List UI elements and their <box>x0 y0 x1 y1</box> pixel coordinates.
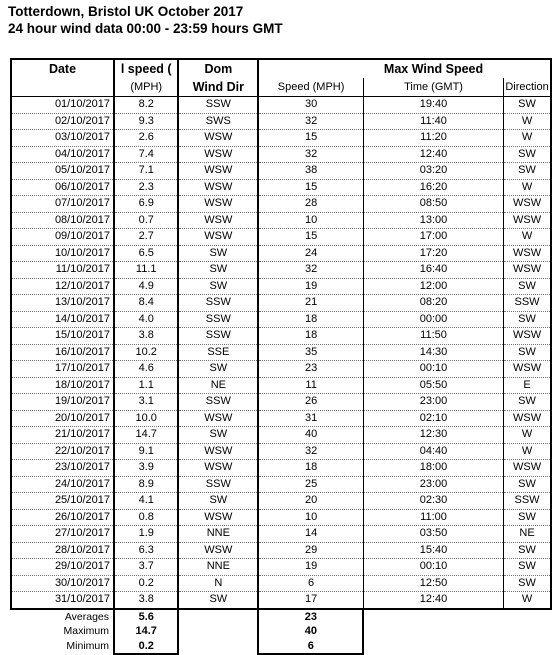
cell-max-direction: SW <box>504 97 551 114</box>
cell-avg-speed: 3.1 <box>114 394 178 411</box>
cell-date: 17/10/2017 <box>11 361 114 378</box>
cell-date: 19/10/2017 <box>11 394 114 411</box>
cell-avg-speed: 6.9 <box>114 196 178 213</box>
cell-max-time: 00:10 <box>363 361 503 378</box>
header-speed-mph: Speed (MPH) <box>258 78 363 97</box>
cell-date: 28/10/2017 <box>11 542 114 559</box>
summary-avg-speed: 5.6 <box>114 609 178 625</box>
cell-dom-dir: SW <box>178 278 258 295</box>
cell-max-time: 12:50 <box>363 575 503 592</box>
cell-max-direction: SW <box>504 278 551 295</box>
cell-date: 29/10/2017 <box>11 559 114 576</box>
cell-avg-speed: 2.6 <box>114 130 178 147</box>
cell-dom-dir: WSW <box>178 179 258 196</box>
summary-avg-speed: 14.7 <box>114 624 178 639</box>
cell-max-speed: 21 <box>258 295 363 312</box>
table-row <box>11 575 551 592</box>
summary-row <box>11 624 551 639</box>
cell-dom-dir: WSW <box>178 130 258 147</box>
cell-avg-speed: 8.9 <box>114 476 178 493</box>
cell-max-direction: SW <box>504 559 551 576</box>
cell-avg-speed: 6.3 <box>114 542 178 559</box>
summary-spacer <box>178 639 258 655</box>
cell-avg-speed: 2.3 <box>114 179 178 196</box>
cell-avg-speed: 3.8 <box>114 328 178 345</box>
cell-max-direction: WSW <box>504 196 551 213</box>
cell-max-speed: 26 <box>258 394 363 411</box>
cell-max-speed: 6 <box>258 575 363 592</box>
cell-date: 24/10/2017 <box>11 476 114 493</box>
cell-max-time: 12:00 <box>363 278 503 295</box>
table-row <box>11 476 551 493</box>
cell-dom-dir: SWS <box>178 113 258 130</box>
cell-max-direction: W <box>504 113 551 130</box>
summary-spacer <box>504 624 551 639</box>
cell-max-direction: WSW <box>504 245 551 262</box>
cell-max-direction: WSW <box>504 262 551 279</box>
cell-max-time: 23:00 <box>363 476 503 493</box>
cell-max-direction: WSW <box>504 328 551 345</box>
cell-max-direction: SW <box>504 344 551 361</box>
cell-dom-dir: WSW <box>178 443 258 460</box>
cell-avg-speed: 7.1 <box>114 163 178 180</box>
cell-max-time: 13:00 <box>363 212 503 229</box>
summary-spacer <box>178 624 258 639</box>
header-max-wind: Max Wind Speed <box>363 59 503 78</box>
header-date: Date <box>11 59 114 78</box>
summary-max-speed: 23 <box>258 609 363 625</box>
cell-max-time: 00:10 <box>363 559 503 576</box>
header-dom: Dom <box>178 59 258 78</box>
table-row <box>11 146 551 163</box>
page-title: Totterdown, Bristol UK October 2017 <box>8 4 244 19</box>
table-row <box>11 493 551 510</box>
cell-max-speed: 31 <box>258 410 363 427</box>
cell-max-direction: W <box>504 443 551 460</box>
summary-max-speed: 40 <box>258 624 363 639</box>
cell-max-direction: SW <box>504 509 551 526</box>
cell-max-direction: W <box>504 229 551 246</box>
table-row <box>11 278 551 295</box>
cell-date: 16/10/2017 <box>11 344 114 361</box>
cell-date: 30/10/2017 <box>11 575 114 592</box>
cell-max-direction: SW <box>504 146 551 163</box>
summary-label: Minimum <box>66 640 109 653</box>
cell-dom-dir: SSW <box>178 311 258 328</box>
table-row <box>11 559 551 576</box>
cell-max-speed: 18 <box>258 460 363 477</box>
cell-dom-dir: WSW <box>178 460 258 477</box>
cell-max-time: 04:40 <box>363 443 503 460</box>
table-row <box>11 526 551 543</box>
cell-dom-dir: WSW <box>178 410 258 427</box>
table-row <box>11 179 551 196</box>
cell-avg-speed: 14.7 <box>114 427 178 444</box>
table-row <box>11 212 551 229</box>
cell-max-time: 17:00 <box>363 229 503 246</box>
cell-date: 05/10/2017 <box>11 163 114 180</box>
cell-max-direction: W <box>504 179 551 196</box>
cell-max-speed: 35 <box>258 344 363 361</box>
cell-max-time: 11:00 <box>363 509 503 526</box>
cell-date: 23/10/2017 <box>11 460 114 477</box>
cell-dom-dir: SW <box>178 493 258 510</box>
cell-avg-speed: 0.7 <box>114 212 178 229</box>
cell-date: 09/10/2017 <box>11 229 114 246</box>
cell-max-speed: 17 <box>258 592 363 609</box>
cell-avg-speed: 9.1 <box>114 443 178 460</box>
cell-date: 20/10/2017 <box>11 410 114 427</box>
cell-max-speed: 32 <box>258 443 363 460</box>
table-row <box>11 344 551 361</box>
cell-max-speed: 19 <box>258 559 363 576</box>
cell-dom-dir: SW <box>178 262 258 279</box>
cell-avg-speed: 9.3 <box>114 113 178 130</box>
cell-dom-dir: SSW <box>178 97 258 114</box>
table-row <box>11 196 551 213</box>
cell-date: 01/10/2017 <box>11 97 114 114</box>
cell-max-speed: 23 <box>258 361 363 378</box>
cell-date: 10/10/2017 <box>11 245 114 262</box>
cell-dom-dir: NNE <box>178 559 258 576</box>
cell-date: 21/10/2017 <box>11 427 114 444</box>
cell-max-direction: SW <box>504 163 551 180</box>
cell-avg-speed: 3.7 <box>114 559 178 576</box>
table-row <box>11 509 551 526</box>
cell-dom-dir: WSW <box>178 542 258 559</box>
header-time-gmt: Time (GMT) <box>363 78 503 97</box>
cell-avg-speed: 4.0 <box>114 311 178 328</box>
cell-dom-dir: WSW <box>178 212 258 229</box>
cell-max-time: 08:20 <box>363 295 503 312</box>
cell-max-speed: 18 <box>258 328 363 345</box>
summary-row <box>11 639 551 655</box>
cell-avg-speed: 11.1 <box>114 262 178 279</box>
header-date-blank <box>11 78 114 97</box>
cell-dom-dir: SSE <box>178 344 258 361</box>
cell-dom-dir: WSW <box>178 229 258 246</box>
cell-max-speed: 15 <box>258 130 363 147</box>
cell-max-speed: 32 <box>258 262 363 279</box>
header-max-wind-right <box>504 59 551 78</box>
cell-max-speed: 19 <box>258 278 363 295</box>
cell-avg-speed: 10.2 <box>114 344 178 361</box>
summary-body <box>11 609 551 655</box>
cell-avg-speed: 1.9 <box>114 526 178 543</box>
cell-date: 06/10/2017 <box>11 179 114 196</box>
cell-max-time: 03:50 <box>363 526 503 543</box>
cell-max-time: 16:20 <box>363 179 503 196</box>
cell-max-time: 11:50 <box>363 328 503 345</box>
table-row <box>11 245 551 262</box>
cell-date: 27/10/2017 <box>11 526 114 543</box>
cell-max-speed: 11 <box>258 377 363 394</box>
cell-dom-dir: WSW <box>178 196 258 213</box>
cell-max-speed: 32 <box>258 113 363 130</box>
cell-max-direction: SSW <box>504 295 551 312</box>
cell-max-speed: 25 <box>258 476 363 493</box>
cell-max-direction: W <box>504 130 551 147</box>
cell-max-speed: 38 <box>258 163 363 180</box>
cell-max-direction: W <box>504 592 551 609</box>
cell-dom-dir: SW <box>178 592 258 609</box>
table-row <box>11 229 551 246</box>
cell-avg-speed: 0.2 <box>114 575 178 592</box>
cell-date: 25/10/2017 <box>11 493 114 510</box>
cell-avg-speed: 2.7 <box>114 229 178 246</box>
cell-max-speed: 28 <box>258 196 363 213</box>
summary-label: Averages <box>64 610 109 623</box>
cell-max-direction: E <box>504 377 551 394</box>
summary-avg-speed: 0.2 <box>114 639 178 655</box>
header-wind-dir: Wind Dir <box>178 78 258 97</box>
header-row-2 <box>11 78 551 97</box>
table-body <box>11 97 551 609</box>
cell-max-direction: SW <box>504 542 551 559</box>
cell-max-direction: SW <box>504 476 551 493</box>
cell-date: 18/10/2017 <box>11 377 114 394</box>
cell-max-speed: 18 <box>258 311 363 328</box>
cell-date: 02/10/2017 <box>11 113 114 130</box>
cell-max-time: 19:40 <box>363 97 503 114</box>
cell-avg-speed: 1.1 <box>114 377 178 394</box>
header-direction: Direction <box>504 78 551 97</box>
cell-date: 22/10/2017 <box>11 443 114 460</box>
cell-max-time: 12:30 <box>363 427 503 444</box>
page-subtitle: 24 hour wind data 00:00 - 23:59 hours GMT <box>8 21 283 36</box>
cell-max-time: 16:40 <box>363 262 503 279</box>
cell-max-direction: SW <box>504 394 551 411</box>
cell-max-time: 23:00 <box>363 394 503 411</box>
cell-max-time: 05:50 <box>363 377 503 394</box>
cell-avg-speed: 3.9 <box>114 460 178 477</box>
cell-max-time: 03:20 <box>363 163 503 180</box>
cell-dom-dir: SW <box>178 245 258 262</box>
summary-spacer <box>504 639 551 655</box>
wind-data-table <box>10 58 552 655</box>
table-row <box>11 592 551 609</box>
cell-avg-speed: 10.0 <box>114 410 178 427</box>
cell-avg-speed: 8.2 <box>114 97 178 114</box>
cell-date: 07/10/2017 <box>11 196 114 213</box>
table-row <box>11 328 551 345</box>
cell-avg-speed: 4.9 <box>114 278 178 295</box>
cell-max-speed: 14 <box>258 526 363 543</box>
table-row <box>11 97 551 114</box>
cell-date: 26/10/2017 <box>11 509 114 526</box>
cell-max-time: 17:20 <box>363 245 503 262</box>
cell-max-speed: 30 <box>258 97 363 114</box>
cell-max-time: 15:40 <box>363 542 503 559</box>
cell-max-direction: SW <box>504 575 551 592</box>
table-row <box>11 163 551 180</box>
cell-max-speed: 20 <box>258 493 363 510</box>
table-row <box>11 377 551 394</box>
cell-date: 08/10/2017 <box>11 212 114 229</box>
cell-max-speed: 29 <box>258 542 363 559</box>
cell-max-direction: SSW <box>504 493 551 510</box>
cell-date: 11/10/2017 <box>11 262 114 279</box>
table-row <box>11 394 551 411</box>
cell-max-time: 18:00 <box>363 460 503 477</box>
cell-max-direction: WSW <box>504 460 551 477</box>
table-row <box>11 113 551 130</box>
cell-date: 31/10/2017 <box>11 592 114 609</box>
cell-max-direction: W <box>504 427 551 444</box>
cell-dom-dir: N <box>178 575 258 592</box>
cell-avg-speed: 0.8 <box>114 509 178 526</box>
cell-avg-speed: 6.5 <box>114 245 178 262</box>
cell-dom-dir: SW <box>178 427 258 444</box>
summary-spacer <box>363 639 503 655</box>
header-avg-speed: l speed ( <box>114 59 178 78</box>
cell-dom-dir: WSW <box>178 163 258 180</box>
cell-dom-dir: SSW <box>178 295 258 312</box>
table-row <box>11 262 551 279</box>
cell-max-direction: WSW <box>504 361 551 378</box>
cell-max-speed: 24 <box>258 245 363 262</box>
cell-max-direction: WSW <box>504 410 551 427</box>
header-avg-unit: (MPH) <box>114 78 178 97</box>
table-row <box>11 410 551 427</box>
cell-dom-dir: SW <box>178 361 258 378</box>
cell-date: 15/10/2017 <box>11 328 114 345</box>
cell-max-speed: 10 <box>258 509 363 526</box>
cell-max-direction: WSW <box>504 212 551 229</box>
cell-date: 04/10/2017 <box>11 146 114 163</box>
table-row <box>11 361 551 378</box>
cell-max-time: 00:00 <box>363 311 503 328</box>
table-row <box>11 311 551 328</box>
cell-max-speed: 40 <box>258 427 363 444</box>
table-row <box>11 542 551 559</box>
cell-max-speed: 15 <box>258 179 363 196</box>
cell-dom-dir: SSW <box>178 328 258 345</box>
cell-max-time: 02:30 <box>363 493 503 510</box>
cell-max-direction: NE <box>504 526 551 543</box>
cell-dom-dir: NE <box>178 377 258 394</box>
cell-max-speed: 10 <box>258 212 363 229</box>
cell-max-time: 12:40 <box>363 592 503 609</box>
cell-avg-speed: 3.8 <box>114 592 178 609</box>
cell-max-speed: 32 <box>258 146 363 163</box>
table-row <box>11 295 551 312</box>
cell-max-direction: SW <box>504 311 551 328</box>
cell-date: 14/10/2017 <box>11 311 114 328</box>
cell-max-time: 14:30 <box>363 344 503 361</box>
table-row <box>11 130 551 147</box>
cell-avg-speed: 8.4 <box>114 295 178 312</box>
cell-date: 13/10/2017 <box>11 295 114 312</box>
summary-max-speed: 6 <box>258 639 363 655</box>
cell-date: 12/10/2017 <box>11 278 114 295</box>
titles-block <box>8 3 283 37</box>
cell-max-time: 02:10 <box>363 410 503 427</box>
table-row <box>11 443 551 460</box>
cell-max-time: 11:20 <box>363 130 503 147</box>
cell-dom-dir: SSW <box>178 476 258 493</box>
cell-date: 03/10/2017 <box>11 130 114 147</box>
cell-max-speed: 15 <box>258 229 363 246</box>
cell-dom-dir: WSW <box>178 146 258 163</box>
table-row <box>11 460 551 477</box>
header-max-wind-left <box>258 59 363 78</box>
cell-dom-dir: NNE <box>178 526 258 543</box>
table-row <box>11 427 551 444</box>
cell-avg-speed: 4.1 <box>114 493 178 510</box>
cell-max-time: 12:40 <box>363 146 503 163</box>
cell-max-time: 08:50 <box>363 196 503 213</box>
cell-dom-dir: SSW <box>178 394 258 411</box>
cell-avg-speed: 7.4 <box>114 146 178 163</box>
summary-spacer <box>363 624 503 639</box>
cell-max-time: 11:40 <box>363 113 503 130</box>
summary-label: Maximum <box>63 625 109 638</box>
header-row-1 <box>11 59 551 78</box>
cell-dom-dir: WSW <box>178 509 258 526</box>
cell-avg-speed: 4.6 <box>114 361 178 378</box>
